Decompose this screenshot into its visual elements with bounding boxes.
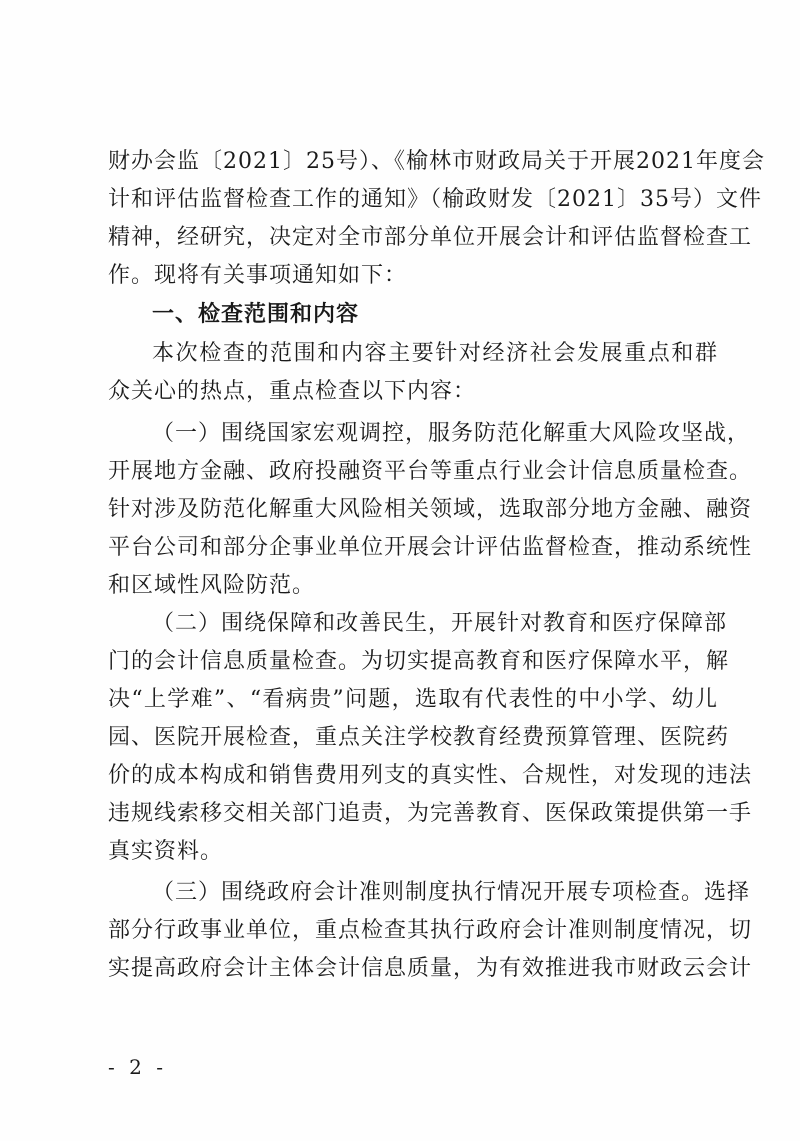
body-line: 园、医院开展检查，重点关注学校教育经费预算管理、医院药 [108,725,730,750]
body-line: 针对涉及防范化解重大风险相关领域，选取部分地方金融、融资 [108,497,753,522]
body-line: 真实资料。 [108,839,224,864]
body-line: （二）围绕保障和改善民生，开展针对教育和医疗保障部 [152,611,728,636]
body-line: 违规线索移交相关部门追责，为完善教育、医保政策提供第一手 [108,801,753,826]
body-line: 计和评估监督检查工作的通知》（榆政财发〔2021〕35号）文件 [108,187,762,212]
body-line: 财办会监〔2021〕25号）、《榆林市财政局关于开展2021年度会 [108,149,765,174]
body-line: 开展地方金融、政府投融资平台等重点行业会计信息质量检查。 [108,459,753,484]
body-line: 门的会计信息质量检查。为切实提高教育和医疗保障水平，解 [108,649,730,674]
body-line: 众关心的热点，重点检查以下内容： [108,379,477,404]
body-line: （一）围绕国家宏观调控，服务防范化解重大风险攻坚战， [152,421,751,446]
body-line: 作。现将有关事项通知如下： [108,263,408,288]
body-line: （三）围绕政府会计准则制度执行情况开展专项检查。选择 [152,880,751,905]
body-line: 精神，经研究，决定对全市部分单位开展会计和评估监督检查工 [108,225,753,250]
body-line: 和区域性风险防范。 [108,573,316,598]
body-line: 部分行政事业单位，重点检查其执行政府会计准则制度情况，切 [108,918,753,943]
body-line: 平台公司和部分企事业单位开展会计评估监督检查，推动系统性 [108,535,753,560]
body-line: 决“上学难”、“看病贵”问题，选取有代表性的中小学、幼儿 [108,687,718,712]
body-line: 本次检查的范围和内容主要针对经济社会发展重点和群 [152,341,718,366]
body-line: 实提高政府会计主体会计信息质量，为有效推进我市财政云会计 [108,956,753,981]
page-number: - 2 - [108,1055,167,1079]
body-line: 价的成本构成和销售费用列支的真实性、合规性，对发现的违法 [108,763,753,788]
section-heading: 一、检查范围和内容 [152,302,360,327]
